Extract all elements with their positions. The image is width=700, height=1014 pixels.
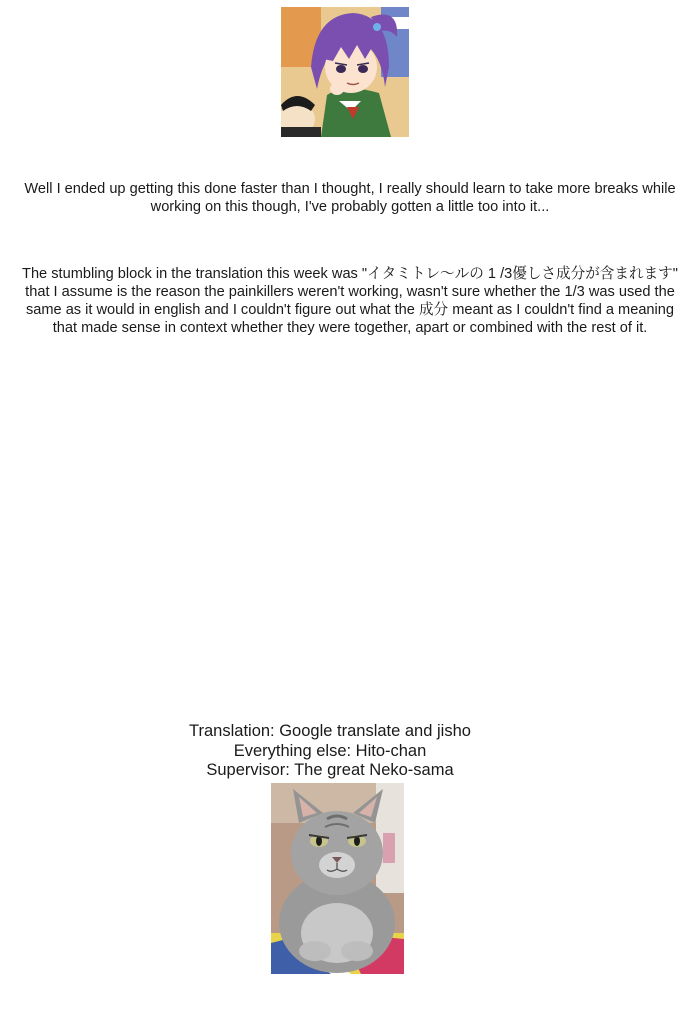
grey-cat-photo-icon xyxy=(271,783,404,974)
credits-block xyxy=(130,722,530,781)
credit-supervisor: Supervisor: The great Neko-sama xyxy=(206,761,454,779)
note-paragraph-1: Well I ended up getting this done faster than I thought, I really should learn to take more breaks while working on this though, I've probably gotten a little too into it... xyxy=(24,181,676,215)
note-paragraph-2: The stumbling block in the translation this week was "イタミトレ〜ルの 1 /3優しさ成分が含まれます" that I assume is the reason the painkillers weren't working, wasn't sure whether the 1/3 was used the same as it would in english and I couldn't figure out what the 成分 meant as I couldn't find a meaning that made sense in context whether they were together, apart or combined with the rest of it. xyxy=(22,266,678,336)
credit-everything-else: Everything else: Hito-chan xyxy=(233,741,427,760)
cat-photo xyxy=(271,783,404,974)
credit-translation: Translation: Google translate and jisho xyxy=(189,722,471,740)
anime-girl-purple-hair-icon xyxy=(281,7,409,137)
anime-character-image xyxy=(281,7,409,137)
